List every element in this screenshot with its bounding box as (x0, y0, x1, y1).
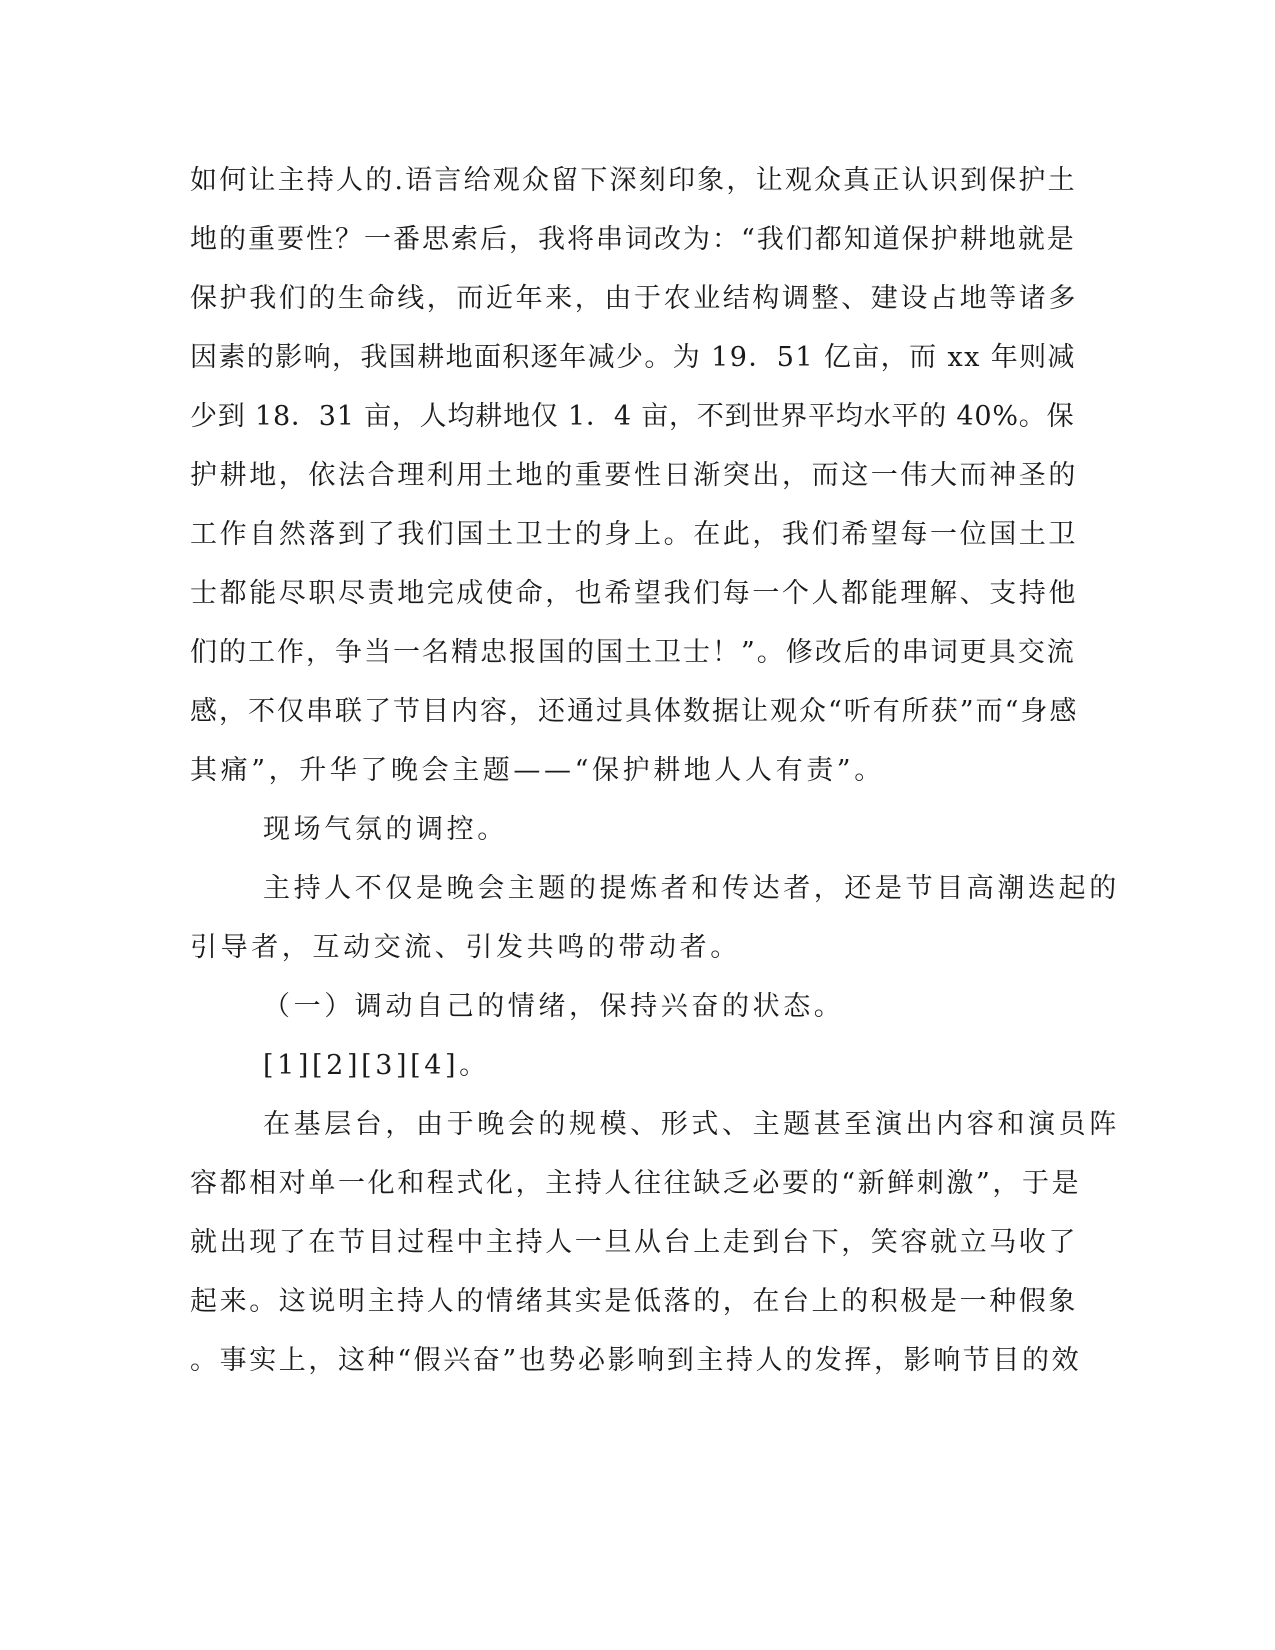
text-line-17: 在基层台，由于晚会的规模、形式、主题甚至演出内容和演员阵 (263, 1109, 1120, 1140)
text-line-13: 主持人不仅是晚会主题的提炼者和传达者，还是节目高潮迭起的 (263, 873, 1120, 904)
text-line-9: 们的工作，争当一名精忠报国的国土卫士！”。修改后的串词更具交流 (190, 637, 1076, 668)
text-line-2: 地的重要性？一番思索后，我将串词改为：“我们都知道保护耕地就是 (190, 224, 1076, 255)
text-line-3: 保护我们的生命线，而近年来，由于农业结构调整、建设占地等诸多 (190, 283, 1078, 314)
text-line-21: 。事实上，这种“假兴奋”也势必影响到主持人的发挥，影响节目的效 (190, 1345, 1082, 1376)
text-line-18: 容都相对单一化和程式化，主持人往往缺乏必要的“新鲜刺激”，于是 (190, 1168, 1082, 1199)
text-line-10: 感，不仅串联了节目内容，还通过具体数据让观众“听有所获”而“身感 (190, 696, 1079, 727)
subsection-heading: （一）调动自己的情绪，保持兴奋的状态。 (263, 991, 845, 1022)
text-line-11: 其痛”，升华了晚会主题——“保护耕地人人有责”。 (190, 755, 885, 786)
text-line-7: 工作自然落到了我们国土卫士的身上。在此，我们希望每一位国土卫 (190, 519, 1078, 550)
text-line-14: 引导者，互动交流、引发共鸣的带动者。 (190, 932, 741, 963)
section-heading: 现场气氛的调控。 (263, 814, 508, 845)
text-line-6: 护耕地，依法合理利用土地的重要性日渐突出，而这一伟大而神圣的 (190, 460, 1078, 491)
text-line-4: 因素的影响，我国耕地面积逐年减少。为 19．51 亿亩，而 xx 年则减 (190, 342, 1076, 373)
text-line-8: 士都能尽职尽责地完成使命，也希望我们每一个人都能理解、支持他 (190, 578, 1078, 609)
text-line-5: 少到 18．31 亩，人均耕地仅 1．4 亩，不到世界平均水平的 40%。保 (190, 401, 1075, 432)
text-line-20: 起来。这说明主持人的情绪其实是低落的，在台上的积极是一种假象 (190, 1286, 1078, 1317)
text-line-1: 如何让主持人的.语言给观众留下深刻印象，让观众真正认识到保护土 (190, 165, 1077, 196)
reference-markers: [1][2][3][4]。 (263, 1050, 490, 1081)
text-line-19: 就出现了在节目过程中主持人一旦从台上走到台下，笑容就立马收了 (190, 1227, 1078, 1258)
